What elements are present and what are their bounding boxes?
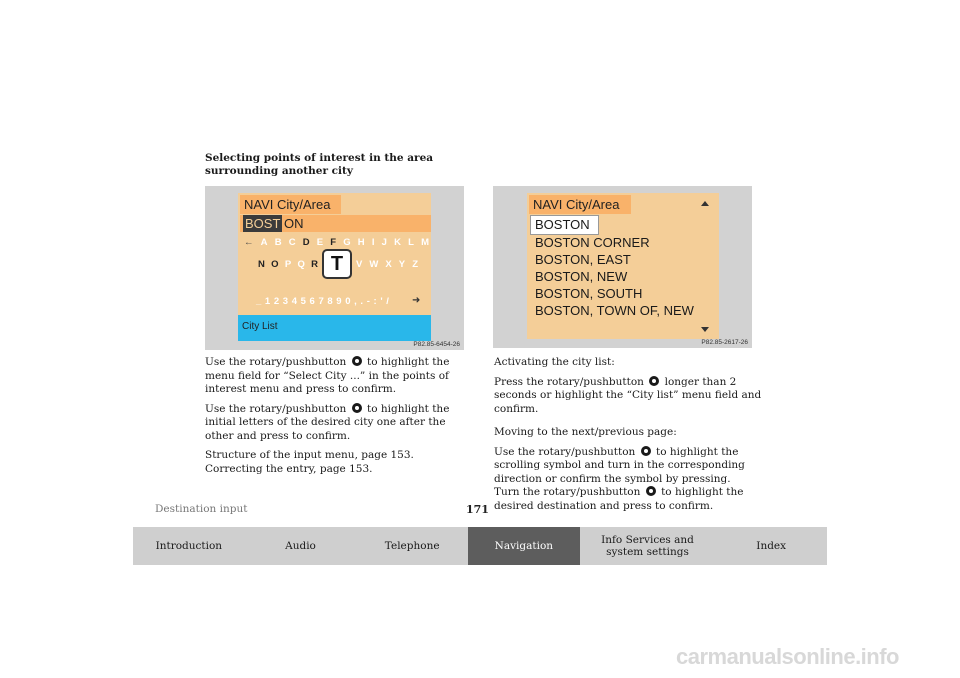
paragraph: Moving to the next/previous page:: [494, 426, 677, 438]
key-g[interactable]: G: [343, 237, 351, 248]
tab-introduction[interactable]: Introduction: [133, 527, 245, 565]
left-column-text: [205, 356, 475, 482]
letter-row-2-left: [258, 259, 318, 270]
key-j[interactable]: J: [381, 237, 387, 248]
scroll-down-icon[interactable]: [701, 327, 709, 332]
key-k[interactable]: K: [394, 237, 401, 248]
key-b[interactable]: B: [274, 237, 282, 248]
city-list-button[interactable]: [238, 315, 431, 341]
key-r[interactable]: R: [311, 259, 318, 270]
figure-code: P82.85-2617-26: [701, 339, 748, 346]
city-list-label: City List: [242, 321, 278, 332]
tab-navigation[interactable]: Navigation: [468, 527, 580, 565]
key-v[interactable]: V: [356, 259, 363, 270]
key-q[interactable]: Q: [297, 259, 305, 270]
paragraph: [494, 446, 764, 514]
city-list-item[interactable]: BOSTON, SOUTH: [535, 286, 643, 301]
key-h[interactable]: H: [357, 237, 365, 248]
rotary-pushbutton-icon: [641, 446, 651, 456]
text-run: Use the rotary/pushbutton: [494, 445, 636, 458]
key-x[interactable]: X: [385, 259, 392, 270]
confirm-arrow-icon[interactable]: ➜: [412, 295, 421, 306]
key-i[interactable]: I: [371, 237, 375, 248]
backspace-key[interactable]: ←: [244, 237, 254, 248]
selected-letter: T: [330, 252, 344, 275]
paragraph: Activating the city list:: [494, 356, 615, 368]
text-run: Use the rotary/pushbutton: [205, 356, 347, 368]
city-list-item[interactable]: BOSTON, EAST: [535, 252, 631, 267]
page-reference: Structure of the input menu, page 153.: [205, 449, 414, 461]
tab-index[interactable]: Index: [715, 527, 827, 565]
key-w[interactable]: W: [369, 259, 379, 270]
screen-title-text: NAVI City/Area: [244, 197, 331, 212]
section-tabs: [133, 527, 827, 565]
tab-info-services[interactable]: Info Services and system settings: [580, 527, 716, 565]
navi-screen-city-list: [527, 193, 719, 339]
watermark: carmanualsonline.info: [676, 644, 899, 669]
key-d[interactable]: D: [302, 237, 310, 248]
entry-typed: BOST: [245, 216, 281, 231]
key-p[interactable]: P: [284, 259, 292, 270]
letter-row-2-right: [356, 259, 418, 270]
key-o[interactable]: O: [271, 259, 279, 270]
key-y[interactable]: Y: [398, 259, 406, 270]
city-list-item[interactable]: BOSTON, NEW: [535, 269, 628, 284]
entry-field: [240, 215, 431, 232]
key-a[interactable]: A: [260, 237, 268, 248]
text-run: to highlight the initial letters of the desired city one after the other and press to confirm.: [205, 402, 450, 442]
paragraph: [205, 403, 475, 444]
scroll-up-icon[interactable]: [701, 201, 709, 206]
paragraph: [205, 356, 475, 397]
key-l[interactable]: L: [408, 237, 414, 248]
text-run: to highlight the menu field for “Select City ...” in the points of interest menu and press to confirm.: [205, 356, 450, 395]
key-e[interactable]: E: [316, 237, 324, 248]
tab-telephone[interactable]: Telephone: [356, 527, 468, 565]
right-column-text: [494, 356, 764, 519]
navi-screen-input: [238, 193, 431, 341]
page-reference: Correcting the entry, page 153.: [205, 462, 373, 475]
figure-input-menu: [205, 186, 464, 350]
entry-suggestion: ON: [284, 216, 304, 231]
key-n[interactable]: N: [258, 259, 265, 270]
paragraph: [205, 449, 475, 476]
number-row[interactable]: _ 1 2 3 4 5 6 7 8 9 0 , . - : ' /: [256, 296, 390, 307]
text-run: Turn the rotary/pushbutton: [494, 486, 641, 498]
text-run: to highlight the desired destination and press to confirm.: [494, 486, 744, 512]
tab-audio[interactable]: Audio: [245, 527, 357, 565]
figure-city-list: [493, 186, 752, 348]
key-f[interactable]: F: [330, 237, 337, 248]
rotary-pushbutton-icon: [646, 486, 656, 496]
text-run: Press the rotary/pushbutton: [494, 375, 644, 388]
section-footer: Destination input: [155, 503, 248, 515]
city-list-item[interactable]: BOSTON, TOWN OF, NEW: [535, 303, 694, 318]
text-run: to highlight the scrolling symbol and turn in the corresponding direction or confirm the symbol by pressing.: [494, 445, 745, 485]
rotary-pushbutton-icon: [352, 403, 362, 413]
key-c[interactable]: C: [288, 237, 296, 248]
key-z[interactable]: Z: [412, 259, 418, 270]
key-m[interactable]: M: [421, 237, 429, 248]
screen-title-text: NAVI City/Area: [533, 197, 620, 212]
selected-letter-key[interactable]: [322, 249, 352, 279]
section-heading: Selecting points of interest in the area surrounding another city: [205, 152, 434, 177]
paragraph: [494, 376, 764, 417]
page-number: 171: [466, 503, 489, 516]
city-list-item[interactable]: BOSTON: [535, 217, 590, 232]
city-list-item[interactable]: BOSTON CORNER: [535, 235, 650, 250]
text-run: longer than 2 seconds or highlight the “City list” menu field and confirm.: [494, 375, 762, 415]
rotary-pushbutton-icon: [649, 376, 659, 386]
figure-code: P82.85-6454-26: [413, 341, 460, 348]
rotary-pushbutton-icon: [352, 356, 362, 366]
text-run: Use the rotary/pushbutton: [205, 402, 347, 415]
